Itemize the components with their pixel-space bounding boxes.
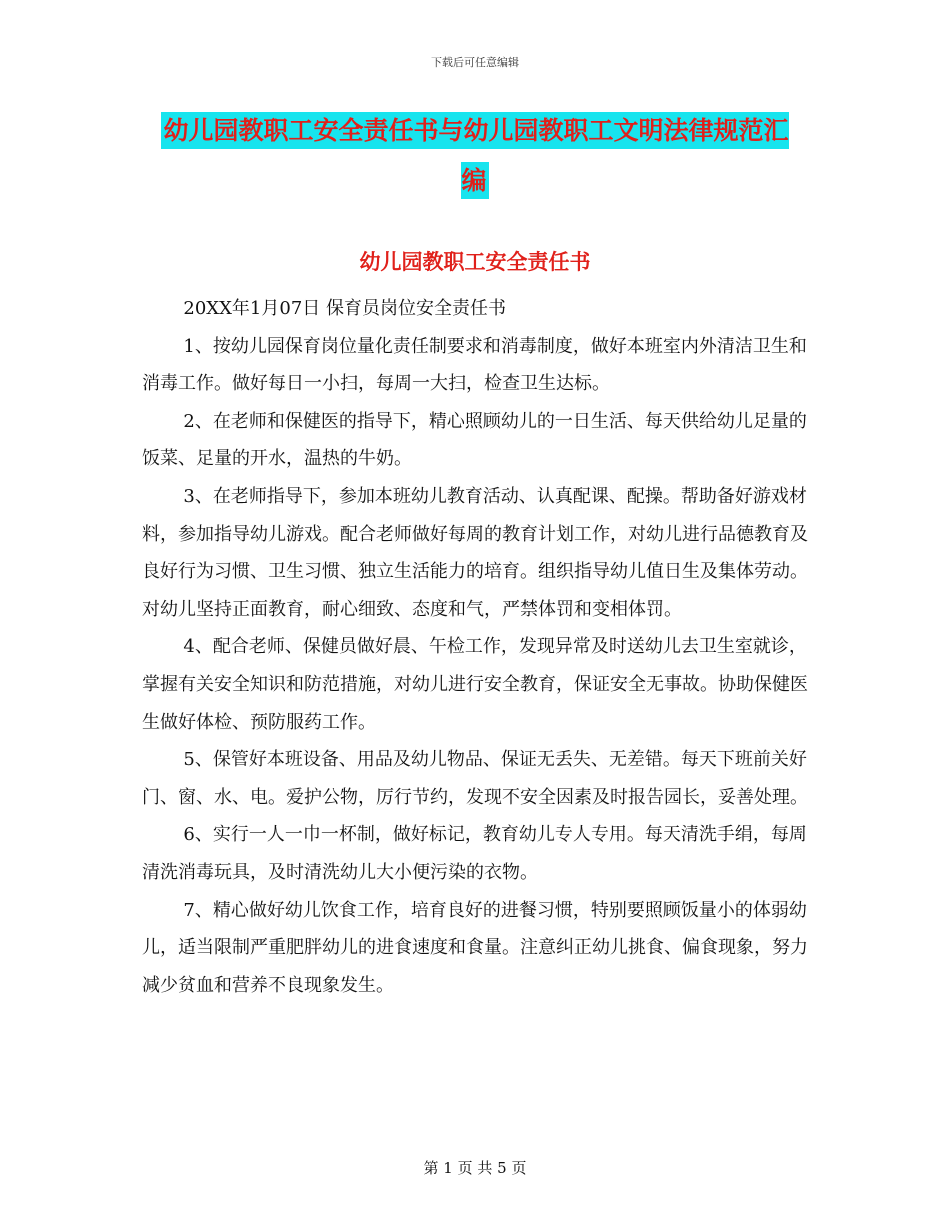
paragraph-6: 6、实行一人一巾一杯制，做好标记，教育幼儿专人专用。每天清洗手绢，每周清洗消毒玩具，及时清洗幼儿大小便污染的衣物。 [142,824,807,883]
section-title: 幼儿园教职工安全责任书 [359,250,591,274]
paragraph-7: 7、精心做好幼儿饮食工作，培育良好的进餐习惯，特别要照顾饭量小的体弱幼儿，适当限制严重肥胖幼儿的进食速度和食量。注意纠正幼儿挑食、偏食现象，努力减少贫血和营养不良现象发生。 [142,899,808,996]
paragraph-5: 5、保管好本班设备、用品及幼儿物品、保证无丢失、无差错。每天下班前关好门、窗、水、电。爱护公物，厉行节约，发现不安全因素及时报告园长，妥善处理。 [142,749,808,808]
paragraph-4: 4、配合老师、保健员做好晨、午检工作，发现异常及时送幼儿去卫生室就诊，掌握有关安全知识和防范措施，对幼儿进行安全教育，保证安全无事故。协助保健医生做好体检、预防服药工作。 [142,636,808,733]
paragraph-date: 20XX年1月07日 保育员岗位安全责任书 [183,298,507,319]
page-header: 下载后可任意编辑 [431,56,519,69]
document-title-text: 幼儿园教职工安全责任书与幼儿园教职工文明法律规范汇编 [161,112,788,199]
document-title [150,106,800,206]
paragraph-3: 3、在老师指导下，参加本班幼儿教育活动、认真配课、配操。帮助备好游戏材料，参加指导幼儿游戏。配合老师做好每周的教育计划工作，对幼儿进行品德教育及良好行为习惯、卫生习惯、独立生活能力的培育。组织指导幼儿值日生及集体劳动。对幼儿坚持正面教育，耐心细致、态度和气，严禁体罚和变相体罚。 [142,485,808,620]
document-body [142,290,810,1004]
paragraph-2: 2、在老师和保健医的指导下，精心照顾幼儿的一日生活、每天供给幼儿足量的饭菜、足量的开水，温热的牛奶。 [142,410,807,470]
paragraph-1: 1、按幼儿园保育岗位量化责任制要求和消毒制度，做好本班室内外清洁卫生和消毒工作。做好每日一小扫，每周一大扫，检查卫生达标。 [142,335,807,395]
page-footer: 第 1 页 共 5 页 [423,1159,527,1177]
